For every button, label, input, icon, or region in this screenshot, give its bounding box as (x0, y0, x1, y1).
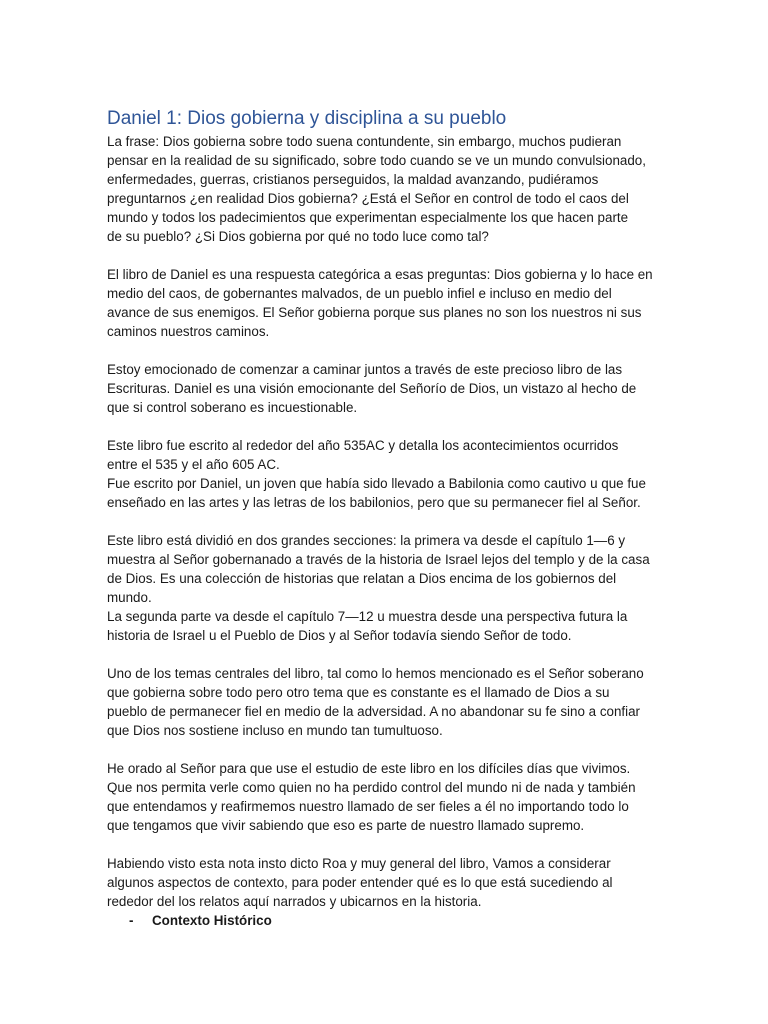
text-line: historia de Israel u el Pueblo de Dios y al Señor todavía siendo Señor de todo. (107, 628, 572, 643)
text-line: avance de sus enemigos. El Señor gobierna porque sus planes no son los nuestros ni sus (107, 305, 642, 320)
text-line: que Dios nos sostiene incluso en mundo tan tumultuoso. (107, 723, 443, 738)
text-line: que si control soberano es incuestionable. (107, 400, 358, 415)
text-line: mundo y todos los padecimientos que experimentan especialmente los que hacen parte (107, 210, 629, 225)
text-line: algunos aspectos de contexto, para poder entender qué es lo que está sucediendo al (107, 875, 613, 890)
paragraph (107, 436, 667, 512)
text-line: que entendamos y reafirmemos nuestro llamado de ser fieles a él no importando todo lo (107, 799, 629, 814)
text-line: He orado al Señor para que use el estudio de este libro en los difíciles días que vivimos. (107, 761, 631, 776)
paragraph (107, 265, 667, 341)
text-line: enseñado en las artes y las letras de los babilonios, pero que su permanecer fiel al Señor. (107, 495, 641, 510)
text-line: Estoy emocionado de comenzar a caminar juntos a través de este precioso libro de las (107, 362, 623, 377)
document-title: Daniel 1: Dios gobierna y disciplina a su pueblo (107, 108, 507, 129)
paragraph (107, 132, 667, 246)
paragraph (107, 531, 667, 645)
text-line: Habiendo visto esta nota insto dicto Roa y muy general del libro, Vamos a considerar (107, 856, 611, 871)
text-line: entre el 535 y el año 605 AC. (107, 457, 280, 472)
text-line: de su pueblo? ¿Si Dios gobierna por qué no todo luce como tal? (107, 229, 489, 244)
text-line: Este libro fue escrito al rededor del año 535AC y detalla los acontecimientos ocurridos (107, 438, 619, 453)
text-line: Que nos permita verle como quien no ha perdido control del mundo ni de nada y también (107, 780, 636, 795)
text-line: de Dios. Es una colección de historias que relatan a Dios encima de los gobiernos del (107, 571, 617, 586)
text-line: muestra al Señor gobernanado a través de la historia de Israel lejos del templo y de la casa (107, 552, 650, 567)
text-line: Este libro está dividió en dos grandes secciones: la primera va desde el capítulo 1—6 y (107, 533, 626, 548)
paragraph (107, 759, 667, 835)
bullet-heading: Contexto Histórico (152, 913, 272, 928)
paragraph (107, 360, 667, 417)
paragraph (107, 854, 667, 911)
bullet-marker: - (129, 913, 134, 928)
text-line: mundo. (107, 590, 152, 605)
text-line: rededor del los relatos aquí narrados y ubicarnos en la historia. (107, 894, 482, 909)
text-line: Uno de los temas centrales del libro, tal como lo hemos mencionado es el Señor soberano (107, 666, 644, 681)
document-body (107, 106, 667, 931)
paragraph-list (107, 132, 667, 911)
text-line: Escrituras. Daniel es una visión emocionante del Señorío de Dios, un vistazo al hecho de (107, 381, 637, 396)
paragraph (107, 664, 667, 740)
text-line: La frase: Dios gobierna sobre todo suena contundente, sin embargo, muchos pudieran (107, 134, 622, 149)
text-line: La segunda parte va desde el capítulo 7—12 u muestra desde una perspectiva futura la (107, 609, 628, 624)
text-line: preguntarnos ¿en realidad Dios gobierna? ¿Está el Señor en control de todo el caos del (107, 191, 629, 206)
text-line: que tengamos que vivir sabiendo que eso es parte de nuestro llamado supremo. (107, 818, 585, 833)
bullet-item (107, 911, 667, 931)
text-line: pensar en la realidad de su significado, sobre todo cuando se ve un mundo convulsionado, (107, 153, 646, 168)
text-line: enfermedades, guerras, cristianos perseguidos, la maldad avanzando, pudiéramos (107, 172, 599, 187)
text-line: pueblo de permanecer fiel en medio de la adversidad. A no abandonar su fe sino a confiar (107, 704, 641, 719)
text-line: Fue escrito por Daniel, un joven que había sido llevado a Babilonia como cautivo u que fue (107, 476, 646, 491)
text-line: medio del caos, de gobernantes malvados, de un pueblo infiel e incluso en medio del (107, 286, 612, 301)
text-line: El libro de Daniel es una respuesta categórica a esas preguntas: Dios gobierna y lo hace en (107, 267, 653, 282)
text-line: que gobierna sobre todo pero otro tema que es constante es el llamado de Dios a su (107, 685, 610, 700)
text-line: caminos nuestros caminos. (107, 324, 270, 339)
